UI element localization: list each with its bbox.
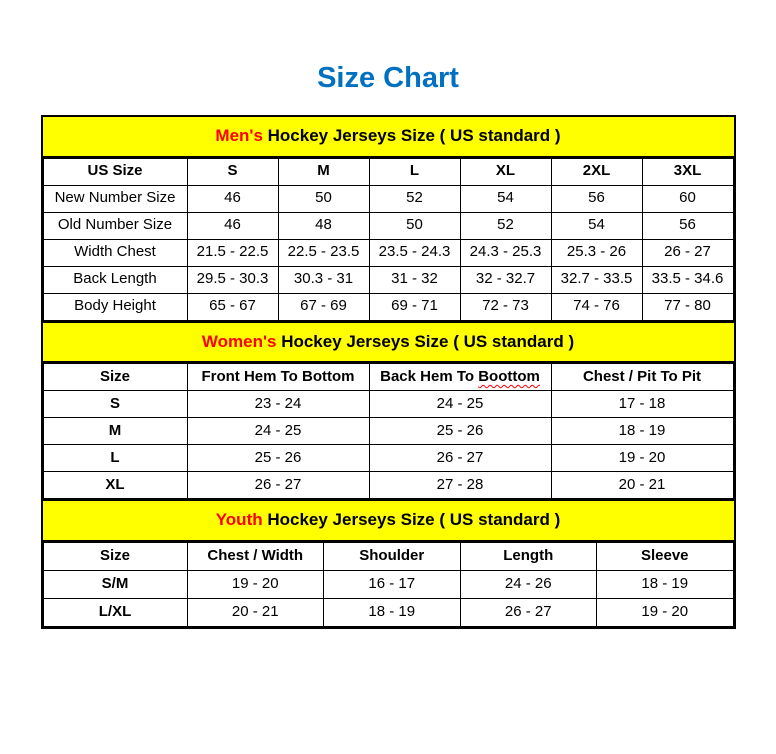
row-label: Old Number Size	[43, 212, 187, 239]
youth-table-row	[43, 571, 733, 599]
youth-header-row	[43, 543, 733, 571]
size-value-cell: 19 - 20	[187, 571, 324, 599]
mens-column-header: S	[187, 158, 278, 185]
size-value-cell: 23 - 24	[187, 391, 369, 418]
size-value-cell: 46	[187, 212, 278, 239]
mens-table-row	[43, 293, 733, 320]
mens-header-row	[43, 158, 733, 185]
row-label: XL	[43, 472, 187, 499]
size-value-cell: 24 - 25	[369, 391, 551, 418]
womens-column-header: Front Hem To Bottom	[187, 364, 369, 391]
womens-band-text: Hockey Jerseys Size ( US standard )	[276, 331, 575, 351]
size-value-cell: 24 - 25	[187, 418, 369, 445]
size-value-cell: 22.5 - 23.5	[278, 239, 369, 266]
size-value-cell: 32.7 - 33.5	[551, 266, 642, 293]
youth-band-text: Hockey Jerseys Size ( US standard )	[262, 510, 561, 530]
youth-band-accent: Youth	[215, 510, 263, 530]
mens-table-row	[43, 185, 733, 212]
youth-column-header: Size	[43, 543, 187, 571]
size-value-cell: 26 - 27	[187, 472, 369, 499]
womens-size-table	[43, 363, 734, 499]
size-value-cell: 25 - 26	[369, 418, 551, 445]
womens-column-header	[369, 364, 551, 391]
youth-column-header: Sleeve	[597, 543, 734, 571]
row-label: S/M	[43, 571, 187, 599]
size-value-cell: 24 - 26	[460, 571, 597, 599]
womens-table-row	[43, 418, 733, 445]
mens-column-header: L	[369, 158, 460, 185]
womens-column-header: Chest / Pit To Pit	[551, 364, 733, 391]
size-value-cell: 26 - 27	[460, 599, 597, 627]
size-value-cell: 20 - 21	[551, 472, 733, 499]
row-label: Body Height	[43, 293, 187, 320]
youth-column-header: Shoulder	[324, 543, 461, 571]
size-value-cell: 24.3 - 25.3	[460, 239, 551, 266]
youth-size-table	[43, 542, 734, 627]
womens-table-row	[43, 472, 733, 499]
youth-table-row	[43, 599, 733, 627]
row-label: M	[43, 418, 187, 445]
size-value-cell: 19 - 20	[597, 599, 734, 627]
mens-table-body	[43, 185, 733, 320]
size-value-cell: 54	[460, 185, 551, 212]
size-value-cell: 26 - 27	[369, 445, 551, 472]
mens-table-row	[43, 212, 733, 239]
size-value-cell: 17 - 18	[551, 391, 733, 418]
womens-table-row	[43, 391, 733, 418]
size-value-cell: 65 - 67	[187, 293, 278, 320]
mens-column-header: XL	[460, 158, 551, 185]
mens-table-row	[43, 239, 733, 266]
youth-section-header	[43, 499, 734, 542]
size-value-cell: 20 - 21	[187, 599, 324, 627]
womens-column-header: Size	[43, 364, 187, 391]
size-value-cell: 31 - 32	[369, 266, 460, 293]
mens-band-text: Hockey Jerseys Size ( US standard )	[262, 126, 561, 145]
mens-table-row	[43, 266, 733, 293]
womens-section-header	[43, 321, 734, 364]
size-value-cell: 56	[551, 185, 642, 212]
size-value-cell: 16 - 17	[324, 571, 461, 599]
size-value-cell: 48	[278, 212, 369, 239]
size-value-cell: 46	[187, 185, 278, 212]
size-value-cell: 52	[369, 185, 460, 212]
size-value-cell: 32 - 32.7	[460, 266, 551, 293]
row-label: Width Chest	[43, 239, 187, 266]
size-value-cell: 18 - 19	[324, 599, 461, 627]
size-value-cell: 26 - 27	[642, 239, 733, 266]
size-value-cell: 67 - 69	[278, 293, 369, 320]
size-value-cell: 18 - 19	[597, 571, 734, 599]
size-value-cell: 18 - 19	[551, 418, 733, 445]
mens-section-header	[43, 117, 734, 158]
page-title: Size Chart	[317, 62, 459, 94]
size-value-cell: 25 - 26	[187, 445, 369, 472]
misspelled-word-squiggle: Boottom	[478, 368, 540, 386]
size-value-cell: 21.5 - 22.5	[187, 239, 278, 266]
size-chart-page	[0, 62, 776, 629]
size-value-cell: 74 - 76	[551, 293, 642, 320]
womens-header-row	[43, 364, 733, 391]
size-value-cell: 30.3 - 31	[278, 266, 369, 293]
size-value-cell: 54	[551, 212, 642, 239]
mens-size-table	[43, 158, 734, 321]
mens-column-header: 2XL	[551, 158, 642, 185]
womens-band-accent: Women's	[201, 331, 277, 351]
size-chart	[41, 115, 736, 629]
youth-column-header: Chest / Width	[187, 543, 324, 571]
youth-column-header: Length	[460, 543, 597, 571]
size-value-cell: 77 - 80	[642, 293, 733, 320]
row-label: Back Length	[43, 266, 187, 293]
mens-column-header: 3XL	[642, 158, 733, 185]
mens-band-accent: Men's	[215, 126, 263, 145]
row-label: New Number Size	[43, 185, 187, 212]
size-value-cell: 52	[460, 212, 551, 239]
size-value-cell: 19 - 20	[551, 445, 733, 472]
row-label: L/XL	[43, 599, 187, 627]
size-value-cell: 33.5 - 34.6	[642, 266, 733, 293]
row-label: L	[43, 445, 187, 472]
row-label: S	[43, 391, 187, 418]
column-header-text: Back Hem To	[380, 368, 479, 386]
size-value-cell: 25.3 - 26	[551, 239, 642, 266]
youth-table-body	[43, 571, 733, 627]
womens-table-row	[43, 445, 733, 472]
size-value-cell: 50	[278, 185, 369, 212]
mens-column-header: M	[278, 158, 369, 185]
womens-table-body	[43, 391, 733, 499]
size-value-cell: 69 - 71	[369, 293, 460, 320]
size-value-cell: 50	[369, 212, 460, 239]
size-value-cell: 60	[642, 185, 733, 212]
size-value-cell: 29.5 - 30.3	[187, 266, 278, 293]
size-value-cell: 56	[642, 212, 733, 239]
size-value-cell: 23.5 - 24.3	[369, 239, 460, 266]
mens-column-header: US Size	[43, 158, 187, 185]
size-value-cell: 27 - 28	[369, 472, 551, 499]
size-value-cell: 72 - 73	[460, 293, 551, 320]
